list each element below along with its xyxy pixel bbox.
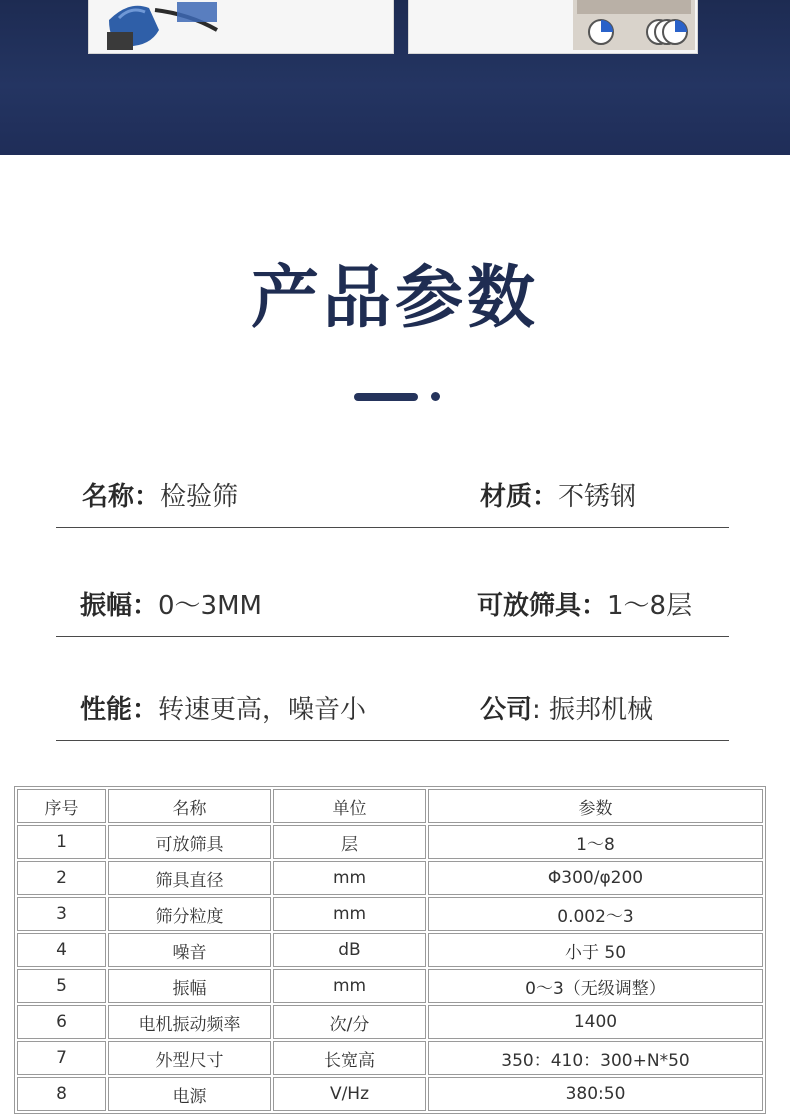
cell-name: 电源 [108, 1077, 271, 1111]
spec-row [56, 690, 729, 741]
divider-bar [354, 393, 418, 401]
cell-param: 0.002～3 [428, 897, 763, 931]
cell-name: 噪音 [108, 933, 271, 967]
cell-unit: mm [273, 897, 426, 931]
cell-name: 振幅 [108, 969, 271, 1003]
cell-index: 3 [17, 897, 106, 931]
spec-item [480, 477, 636, 517]
table-row [17, 1041, 763, 1075]
cell-name: 筛分粒度 [108, 897, 271, 931]
spec-key: 材质： [480, 482, 559, 512]
table-header-row [17, 789, 763, 823]
spec-key: 可放筛具： [477, 591, 608, 621]
spec-row [56, 586, 729, 637]
cell-index: 4 [17, 933, 106, 967]
divider-dot [431, 392, 440, 401]
spec-value: 不锈钢 [558, 482, 637, 512]
spec-item [80, 586, 262, 626]
spec-value: 检验筛 [160, 482, 239, 512]
cell-unit: mm [273, 969, 426, 1003]
spec-key: 性能： [80, 695, 159, 725]
cell-param: 0～3（无级调整） [428, 969, 763, 1003]
cell-index: 2 [17, 861, 106, 895]
header-unit: 单位 [273, 789, 426, 823]
spec-key: 公司 [480, 695, 533, 725]
cell-unit: 长宽高 [273, 1041, 426, 1075]
cell-index: 5 [17, 969, 106, 1003]
spec-item [80, 690, 366, 730]
cell-param: Φ300/φ200 [428, 861, 763, 895]
spec-item [477, 586, 692, 626]
cell-index: 8 [17, 1077, 106, 1111]
spec-row [56, 477, 729, 528]
table-row [17, 897, 763, 931]
cell-unit: V/Hz [273, 1077, 426, 1111]
cell-unit: dB [273, 933, 426, 967]
cell-name: 外型尺寸 [108, 1041, 271, 1075]
spec-value: 转速更高，噪音小 [158, 695, 367, 725]
cell-index: 7 [17, 1041, 106, 1075]
title-divider-decoration [354, 391, 444, 403]
product-photo-right [408, 0, 698, 54]
cell-param: 1400 [428, 1005, 763, 1039]
header-param: 参数 [428, 789, 763, 823]
table-row [17, 825, 763, 859]
cell-unit: mm [273, 861, 426, 895]
spec-item [480, 690, 653, 730]
spec-key: 振幅： [80, 591, 159, 621]
spec-value: 1～8层 [607, 591, 693, 621]
cell-name: 可放筛具 [108, 825, 271, 859]
table-row [17, 969, 763, 1003]
cell-param: 小于 50 [428, 933, 763, 967]
cell-param: 380:50 [428, 1077, 763, 1111]
table-row [17, 861, 763, 895]
spec-item [82, 477, 238, 517]
spec-value: 0～3MM [158, 591, 262, 621]
table-row [17, 1005, 763, 1039]
cell-name: 电机振动频率 [108, 1005, 271, 1039]
parameter-table [14, 786, 766, 1114]
cell-param: 350：410：300+N*50 [428, 1041, 763, 1075]
cell-name: 筛具直径 [108, 861, 271, 895]
table-row [17, 1077, 763, 1111]
cell-index: 6 [17, 1005, 106, 1039]
section-title: 产品参数 [250, 259, 539, 338]
table-row [17, 933, 763, 967]
spec-value: : 振邦机械 [532, 695, 654, 725]
product-photo-left [88, 0, 394, 54]
cell-param: 1～8 [428, 825, 763, 859]
cell-index: 1 [17, 825, 106, 859]
header-index: 序号 [17, 789, 106, 823]
top-banner [0, 0, 790, 155]
header-name: 名称 [108, 789, 271, 823]
cell-unit: 层 [273, 825, 426, 859]
cell-unit: 次/分 [273, 1005, 426, 1039]
spec-key: 名称： [82, 482, 161, 512]
